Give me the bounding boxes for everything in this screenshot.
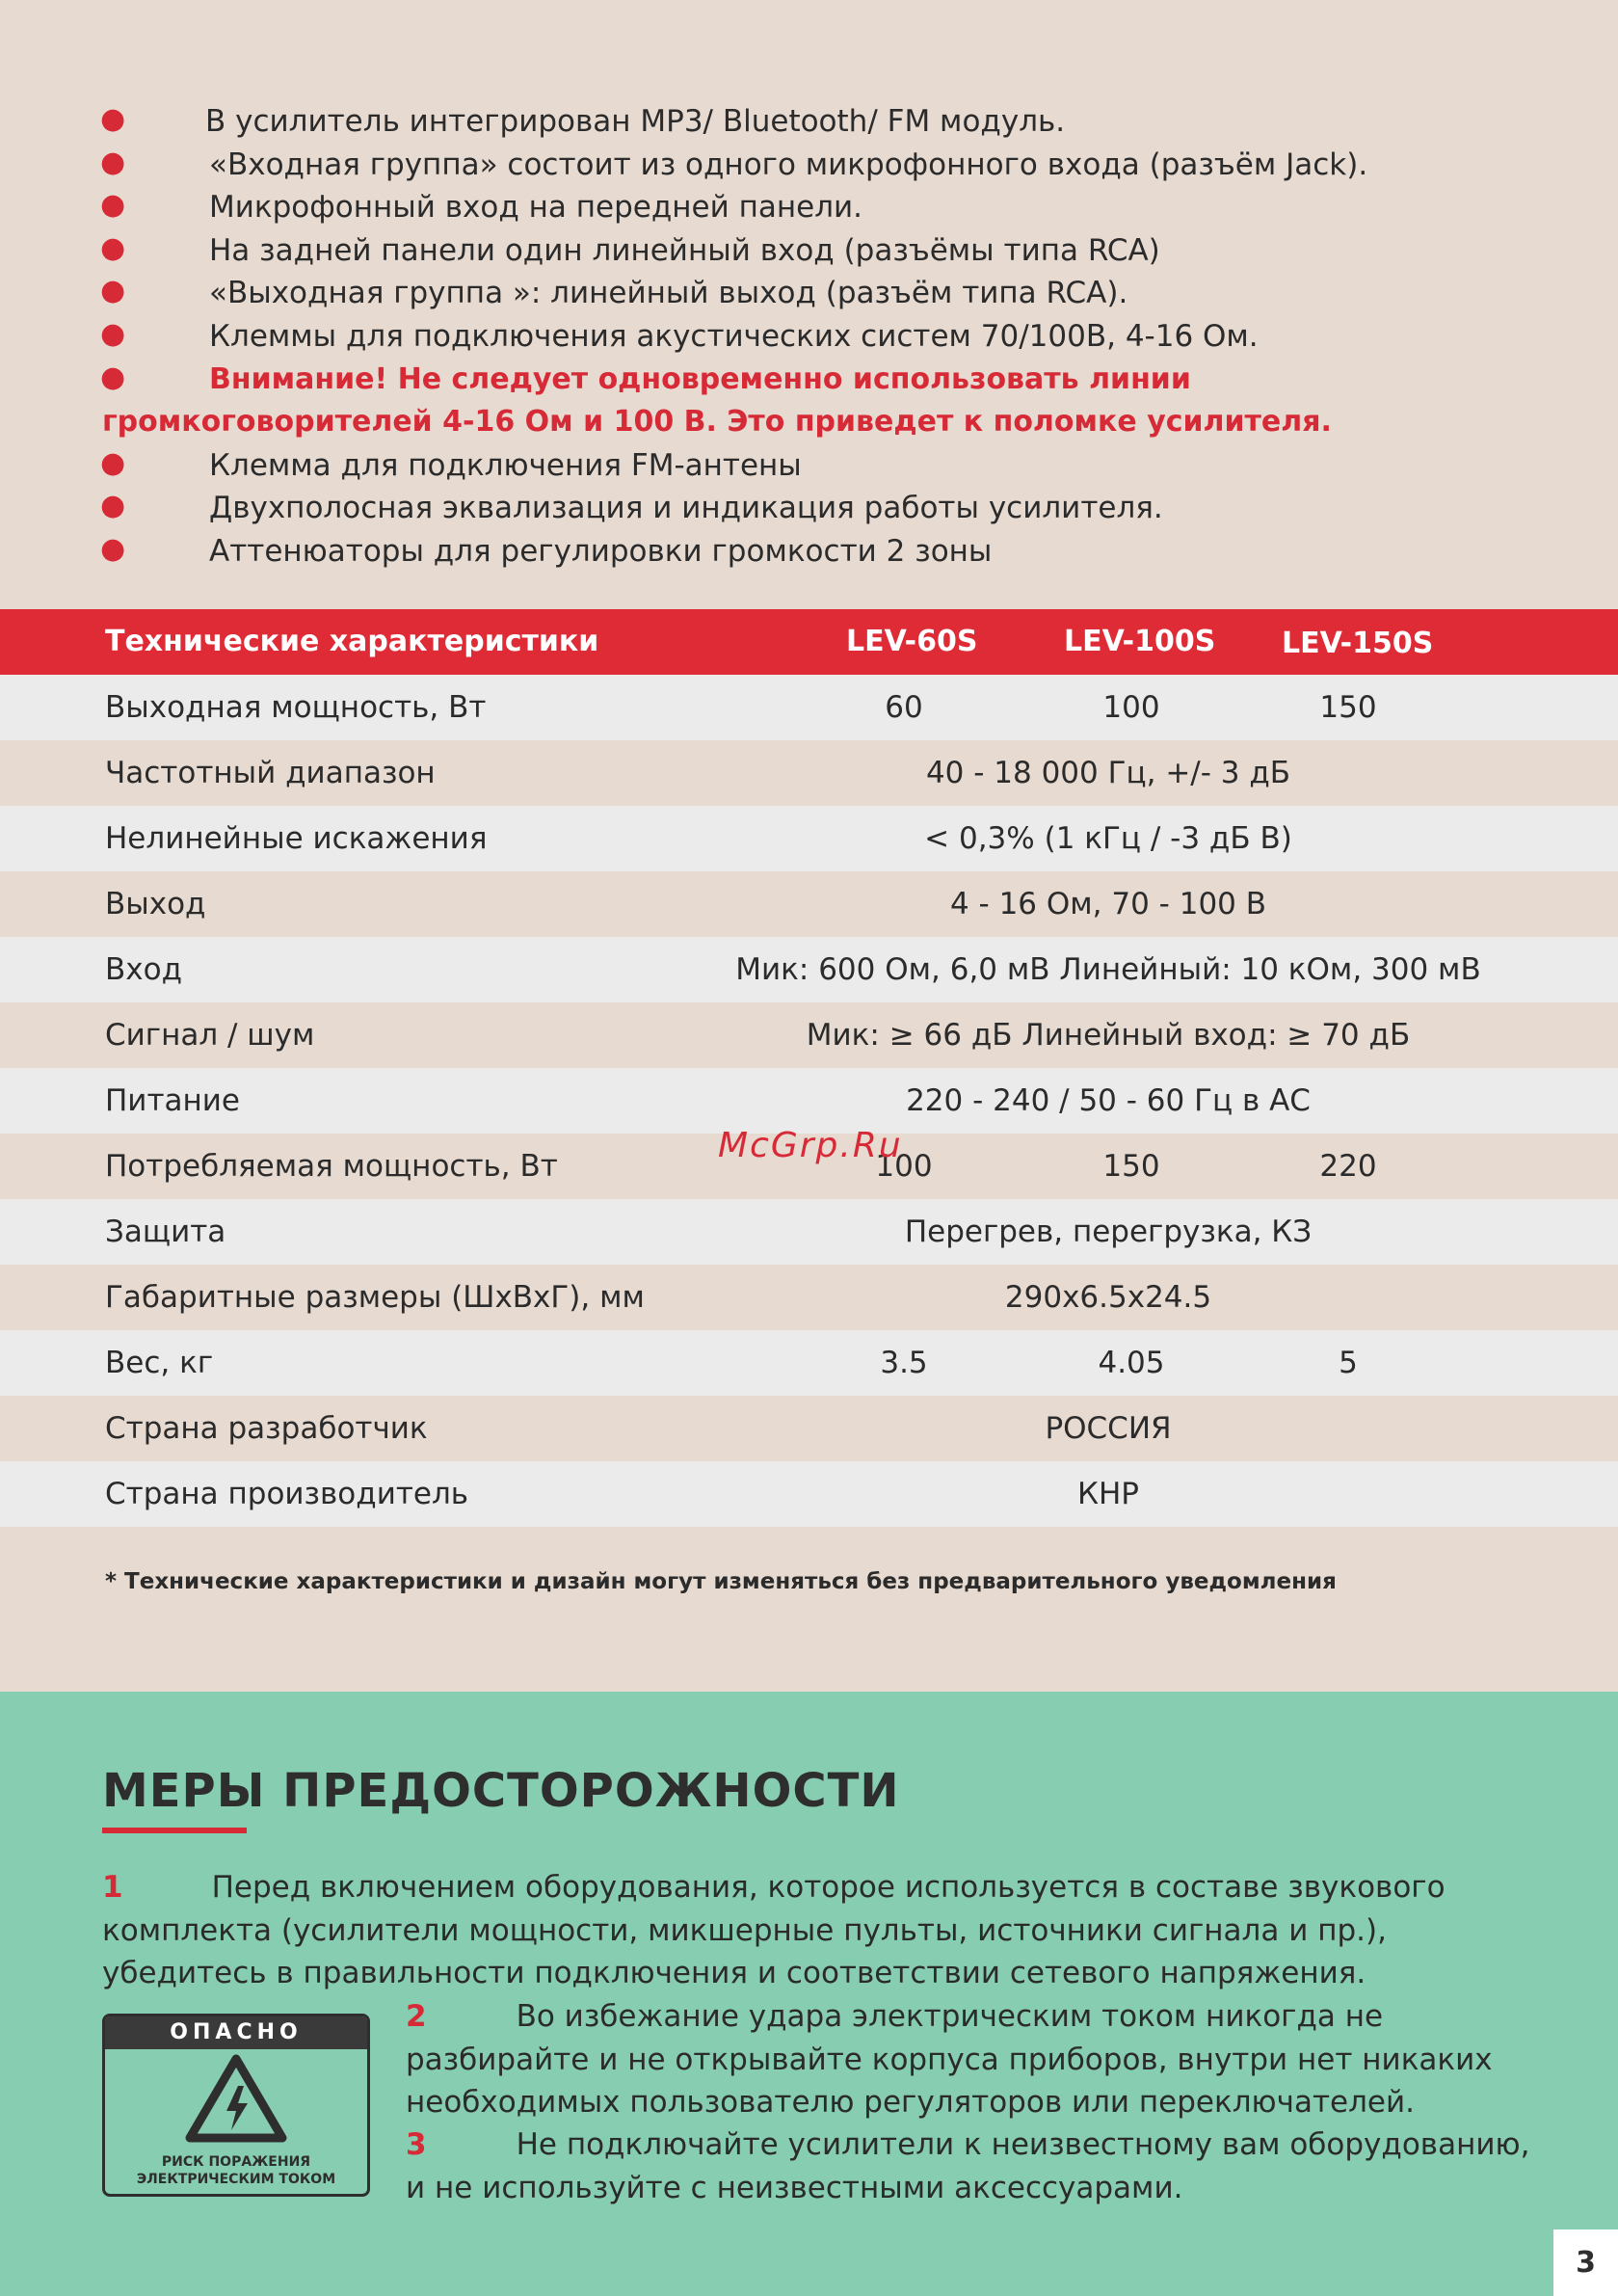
list-item: ● Клеммы для подключения акустических систем 70/100В, 4-16 Ом. — [100, 315, 1546, 359]
row-label: Питание — [105, 1083, 240, 1118]
model-header: LEV-60S — [846, 625, 978, 658]
table-body — [0, 675, 1618, 1527]
danger-sign-caption: РИСК ПОРАЖЕНИЯ — [161, 2154, 311, 2170]
row-label: Выход — [105, 887, 206, 921]
cell-value: 150 — [1319, 690, 1377, 725]
list-item: ● Двухполосная эквализация и индикация работы усилителя. — [100, 487, 1546, 530]
bullet-icon: ● — [100, 316, 126, 351]
specs-table — [0, 609, 1618, 1527]
list-item: ● Микрофонный вход на передней панели. — [100, 186, 1546, 229]
danger-sign-header: ОПАСНО — [105, 2016, 367, 2049]
cell-value: 100 — [1102, 690, 1160, 725]
cell-value: 4.05 — [1098, 1346, 1165, 1380]
cell-value: КНР — [1076, 1477, 1139, 1511]
table-title: Технические характеристики — [105, 625, 599, 658]
table-row — [0, 937, 1618, 1002]
list-item: ● «Входная группа» состоит из одного микрофонного входа (разъём Jack). — [100, 144, 1546, 187]
table-row — [0, 871, 1618, 937]
bullet-icon: ● — [100, 445, 126, 480]
row-label: Нелинейные искажения — [105, 821, 488, 856]
cell-value: Мик: 600 Ом, 6,0 мВ Линейный: 10 кОм, 300 мВ — [735, 952, 1481, 987]
cell-value: 5 — [1339, 1346, 1358, 1380]
bullet-icon: ● — [100, 230, 126, 265]
watermark: McGrp.Ru — [718, 1126, 903, 1165]
row-label: Выходная мощность, Вт — [105, 690, 487, 725]
cell-value: 290х6.5х24.5 — [1004, 1280, 1212, 1315]
row-label: Защита — [105, 1215, 226, 1249]
danger-sign-caption: ЭЛЕКТРИЧЕСКИМ ТОКОМ — [136, 2172, 336, 2187]
table-header — [0, 609, 1618, 675]
cell-value: РОССИЯ — [1045, 1411, 1172, 1446]
bullet-icon: ● — [100, 145, 126, 179]
table-row — [0, 1461, 1618, 1527]
cell-value: 220 — [1319, 1149, 1377, 1184]
page-number: 3 — [1553, 2229, 1618, 2296]
table-row — [0, 806, 1618, 871]
row-label: Вход — [105, 952, 183, 987]
cell-value: < 0,3% (1 кГц / -3 дБ В) — [924, 821, 1292, 856]
cell-value: 3.5 — [880, 1346, 928, 1380]
row-label: Потребляемая мощность, Вт — [105, 1149, 558, 1184]
table-row — [0, 1068, 1618, 1134]
table-row — [0, 1265, 1618, 1330]
danger-sign — [102, 2014, 370, 2197]
table-row — [0, 1330, 1618, 1396]
table-row — [0, 1396, 1618, 1461]
cell-value: 100 — [875, 1149, 933, 1184]
row-label: Вес, кг — [105, 1346, 214, 1380]
cell-value: 4 - 16 Ом, 70 - 100 В — [949, 887, 1267, 921]
bullet-icon: ● — [100, 274, 126, 308]
list-item: ● Аттенюаторы для регулировки громкости 2 зоны — [100, 530, 1546, 574]
cell-value: Перегрев, перегрузка, КЗ — [904, 1215, 1313, 1249]
cell-value: 220 - 240 / 50 - 60 Гц в АС — [906, 1083, 1311, 1118]
bullet-icon: ● — [100, 360, 126, 394]
table-row — [0, 1002, 1618, 1068]
table-row — [0, 675, 1618, 740]
feature-list — [100, 100, 1546, 574]
title-underline — [102, 1828, 247, 1833]
bullet-icon: ● — [100, 102, 126, 136]
list-item: ● «Выходная группа »: линейный выход (разъём типа RCA). — [100, 272, 1546, 315]
cell-value: 40 - 18 000 Гц, +/- 3 дБ — [925, 756, 1291, 790]
bullet-icon: ● — [100, 489, 126, 523]
warning-continuation: громкоговорителей 4-16 Ом и 100 В. Это приведет к поломке усилителя. — [102, 405, 1332, 440]
row-label: Частотный диапазон — [105, 756, 436, 790]
list-item: ● На задней панели один линейный вход (разъёмы типа RCA) — [100, 229, 1546, 273]
list-item: ● В усилитель интегрирован МР3/ Bluetooth/ FM модуль. — [100, 100, 1546, 144]
section-title: МЕРЫ ПРЕДОСТОРОЖНОСТИ — [102, 1764, 900, 1818]
list-item: ● Клемма для подключения FM-антены — [100, 444, 1546, 488]
footnote: * Технические характеристики и дизайн могут изменяться без предварительного уведомления — [105, 1569, 1337, 1594]
row-label: Сигнал / шум — [105, 1018, 315, 1053]
high-voltage-icon — [105, 2053, 367, 2149]
precaution-1: 1 Перед включением оборудования, которое используется в составе звукового комплекта (усилители мощности, микшерные пульты, источники сигнала и пр.), убедитесь в правильности подключения и соответствии сетевого напряжения. — [102, 1870, 1446, 1990]
model-header: LEV-150S — [1282, 627, 1434, 660]
cell-value: Мик: ≥ 66 дБ Линейный вход: ≥ 70 дБ — [806, 1018, 1411, 1053]
row-label: Страна производитель — [105, 1477, 469, 1511]
model-header: LEV-100S — [1064, 625, 1216, 658]
bullet-icon: ● — [100, 188, 126, 223]
precaution-2: 2 Во избежание удара электрическим током никогда не разбирайте и не открывайте корпуса приборов, внутри нет никаких необходимых пользователю регуляторов или переключателей. — [406, 1999, 1493, 2120]
row-label: Страна разработчик — [105, 1411, 428, 1446]
cell-value: 60 — [885, 690, 923, 725]
warning-item: ● Внимание! Не следует одновременно использовать линии — [100, 359, 1546, 402]
precaution-3: 3 Не подключайте усилители к неизвестному вам оборудованию, и не используйте с неизвестными аксессуарами. — [406, 2127, 1530, 2205]
table-row — [0, 1199, 1618, 1265]
cell-value: 150 — [1102, 1149, 1160, 1184]
bullet-icon: ● — [100, 531, 126, 566]
row-label: Габаритные размеры (ШхВхГ), мм — [105, 1280, 645, 1315]
table-row — [0, 740, 1618, 806]
